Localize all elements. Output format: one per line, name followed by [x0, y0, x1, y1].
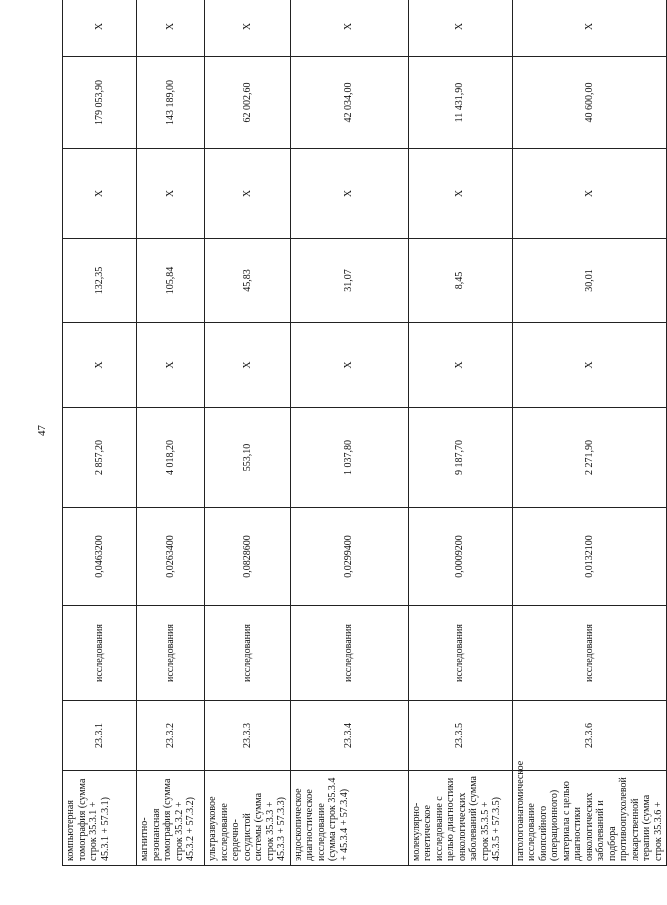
services-table — [62, 0, 667, 866]
cell-c6: X — [290, 323, 408, 408]
cell-name: патологоанатомическое исследование биопсийного (операционного) материала с целью диагностики онкологических заболеваний и подбора противоопухолевой лекарственной терапии (сумма строк 35.3.6 + — [512, 771, 667, 866]
cell-cost: 553,10 — [205, 408, 291, 508]
cell-c9: 179 053,90 — [63, 57, 137, 149]
cell-norm: 0,0132100 — [512, 508, 667, 606]
cell-c10: X — [137, 0, 205, 57]
table-row — [290, 0, 408, 866]
table-row — [137, 0, 205, 866]
cell-c8: X — [408, 149, 512, 239]
cell-cost: 1 037,80 — [290, 408, 408, 508]
cell-code: 23.3.6 — [512, 701, 667, 771]
cell-cost: 9 187,70 — [408, 408, 512, 508]
cell-c9: 40 600,00 — [512, 57, 667, 149]
cell-cost: 2 857,20 — [63, 408, 137, 508]
cell-unit: исследования — [512, 606, 667, 701]
cell-c10: X — [63, 0, 137, 57]
rotated-table-wrapper — [62, 16, 664, 866]
cell-c8: X — [512, 149, 667, 239]
table-row — [63, 0, 137, 866]
cell-norm: 0,0009200 — [408, 508, 512, 606]
cell-c8: X — [290, 149, 408, 239]
cell-c8: X — [137, 149, 205, 239]
cell-name: компьютерная томография (сумма строк 35.3.1 + 45.3.1 + 57.3.1) — [63, 771, 137, 866]
cell-code: 23.3.2 — [137, 701, 205, 771]
page-number: 47 — [36, 425, 48, 436]
table-row — [512, 0, 667, 866]
cell-c7: 45,83 — [205, 239, 291, 323]
cell-unit: исследования — [205, 606, 291, 701]
cell-name: ультразвуковое исследование сердечно-сосудистой системы (сумма строк 35.3.3 + 45.3.3 + 57.3.3) — [205, 771, 291, 866]
cell-unit: исследования — [137, 606, 205, 701]
cell-c7: 105,84 — [137, 239, 205, 323]
cell-name: магнитно-резонансная томография (сумма строк 35.3.2 + 45.3.2 + 57.3.2) — [137, 771, 205, 866]
cell-c6: X — [512, 323, 667, 408]
cell-code: 23.3.5 — [408, 701, 512, 771]
cell-c6: X — [408, 323, 512, 408]
cell-c9: 11 431,90 — [408, 57, 512, 149]
cell-name: эндоскопическое диагностическое исследование (сумма строк 35.3.4 + 45.3.4 + 57.3.4) — [290, 771, 408, 866]
cell-c7: 8,45 — [408, 239, 512, 323]
cell-c9: 62 002,60 — [205, 57, 291, 149]
cell-c6: X — [137, 323, 205, 408]
cell-c9: 143 189,00 — [137, 57, 205, 149]
cell-c6: X — [63, 323, 137, 408]
cell-norm: 0,0828600 — [205, 508, 291, 606]
table-row — [205, 0, 291, 866]
table-row — [408, 0, 512, 866]
cell-unit: исследования — [290, 606, 408, 701]
cell-c10: X — [205, 0, 291, 57]
cell-c8: X — [205, 149, 291, 239]
cell-c9: 42 034,00 — [290, 57, 408, 149]
cell-c8: X — [63, 149, 137, 239]
cell-cost: 2 271,90 — [512, 408, 667, 508]
cell-unit: исследования — [408, 606, 512, 701]
cell-cost: 4 018,20 — [137, 408, 205, 508]
cell-c7: 31,07 — [290, 239, 408, 323]
cell-c10: X — [512, 0, 667, 57]
cell-c7: 30,01 — [512, 239, 667, 323]
cell-code: 23.3.1 — [63, 701, 137, 771]
cell-norm: 0,0299400 — [290, 508, 408, 606]
cell-norm: 0,0263400 — [137, 508, 205, 606]
cell-unit: исследования — [63, 606, 137, 701]
cell-norm: 0,0463200 — [63, 508, 137, 606]
cell-c6: X — [205, 323, 291, 408]
cell-c10: X — [290, 0, 408, 57]
cell-name: молекулярно-генетическое исследование с целью диагностики онкологических заболеваний (сумма строк 35.3.5 + 45.3.5 + 57.3.5) — [408, 771, 512, 866]
cell-c10: X — [408, 0, 512, 57]
cell-c7: 132,35 — [63, 239, 137, 323]
cell-code: 23.3.3 — [205, 701, 291, 771]
cell-code: 23.3.4 — [290, 701, 408, 771]
